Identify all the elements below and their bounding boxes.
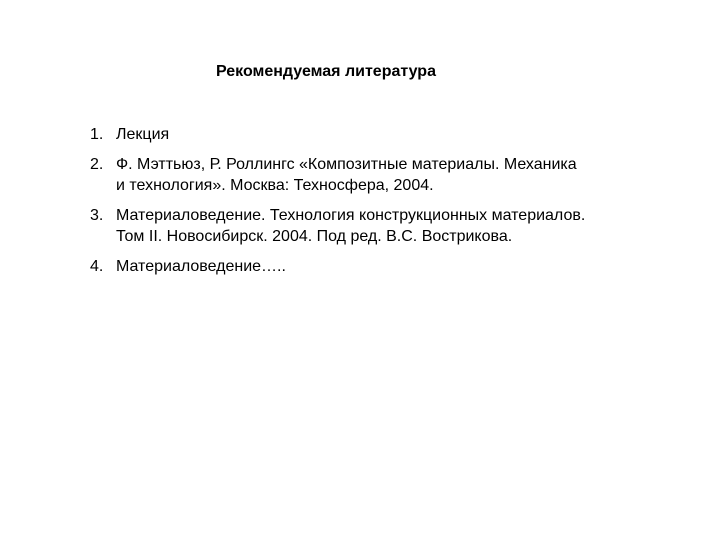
reference-number: 4. [90,258,104,275]
reference-list [90,124,690,277]
reference-item [90,205,690,247]
reference-text-line: и технология». Москва: Техносфера, 2004. [116,177,434,194]
reference-item [90,154,690,196]
reference-text-line: Материаловедение. Технология конструкционных материалов. [116,207,586,224]
reference-text-line: Ф. Мэттьюз, Р. Роллингс «Композитные материалы. Механика [116,156,577,173]
reference-item [90,256,690,277]
reference-item [90,124,690,145]
reference-text-line: Лекция [116,126,170,143]
reference-number: 1. [90,126,104,143]
reference-text-line: Материаловедение….. [116,258,286,275]
reference-number: 3. [90,207,104,224]
reference-number: 2. [90,156,104,173]
slide-title: Рекомендуемая литература [216,63,436,80]
reference-text-line: Том II. Новосибирск. 2004. Под ред. В.С. Вострикова. [116,228,513,245]
